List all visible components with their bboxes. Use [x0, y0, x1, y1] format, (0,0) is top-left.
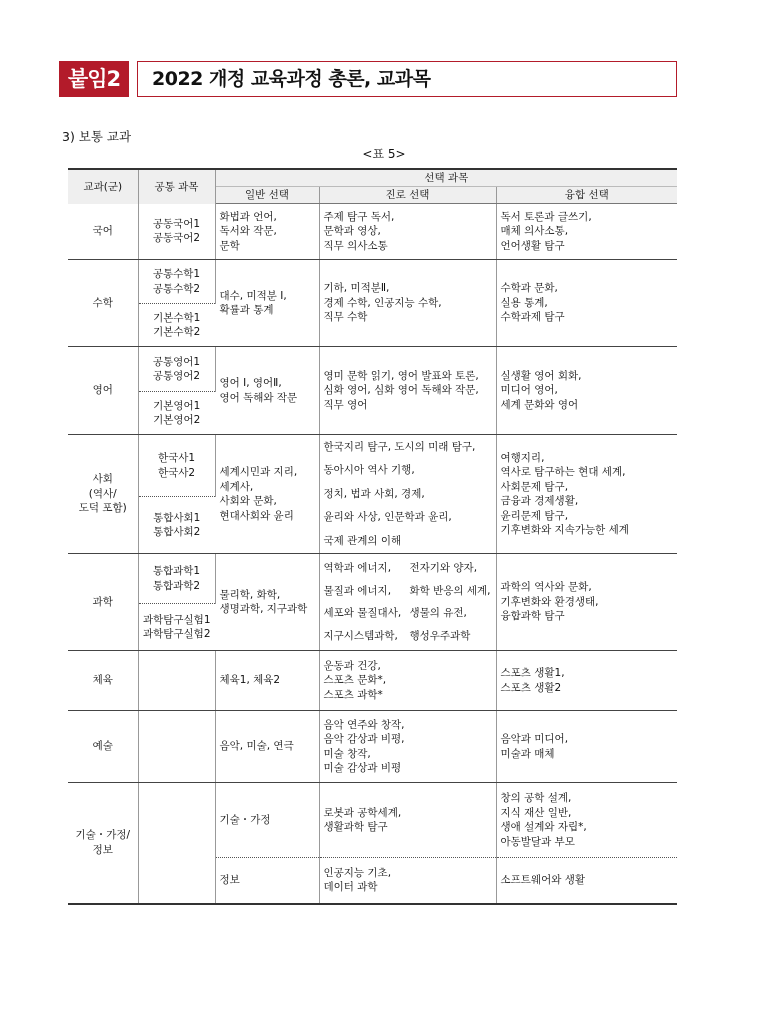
group-math: 수학 [68, 260, 138, 347]
group-pe: 체육 [68, 651, 138, 711]
general-math: 대수, 미적분 Ⅰ, 확률과 통계 [215, 260, 319, 347]
common-science-b: 과학탐구실험1 과학탐구실험2 [138, 604, 215, 651]
curriculum-table [68, 168, 677, 905]
group-science: 과학 [68, 554, 138, 651]
general-english: 영어 Ⅰ, 영어Ⅱ, 영어 독해와 작문 [215, 347, 319, 435]
career-math: 기하, 미적분Ⅱ, 경제 수학, 인공지능 수학, 직무 수학 [319, 260, 496, 347]
general-tech-a: 기술・가정 [215, 783, 319, 858]
general-pe: 체육1, 체육2 [215, 651, 319, 711]
career-korean: 주제 탐구 독서, 문학과 영상, 직무 의사소통 [319, 204, 496, 260]
common-pe [138, 651, 215, 711]
table-caption: <표 5> [362, 147, 406, 161]
career-english: 영미 문학 읽기, 영어 발표와 토론, 심화 영어, 심화 영어 독해와 작문, 직무 영어 [319, 347, 496, 435]
attachment-badge: 붙임2 [59, 61, 129, 97]
header-elective: 선택 과목 [215, 169, 677, 187]
header-subject-group: 교과(군) [68, 169, 138, 204]
career-science-row: 세포와 물질대사, 생물의 유전, [323, 607, 467, 619]
career-pe: 운동과 건강, 스포츠 문화*, 스포츠 과학* [319, 651, 496, 711]
general-arts: 음악, 미술, 연극 [215, 711, 319, 783]
fusion-arts: 음악과 미디어, 미술과 매체 [496, 711, 677, 783]
common-english-a: 공통영어1 공통영어2 [138, 347, 215, 392]
fusion-english: 실생활 영어 회화, 미디어 영어, 세계 문화와 영어 [496, 347, 677, 435]
page-header [59, 61, 677, 97]
fusion-pe: 스포츠 생활1, 스포츠 생활2 [496, 651, 677, 711]
group-korean: 국어 [68, 204, 138, 260]
common-science-a: 통합과학1 통합과학2 [138, 554, 215, 604]
common-tech [138, 783, 215, 904]
header-career: 진로 선택 [319, 187, 496, 204]
career-tech-a: 로봇과 공학세계, 생활과학 탐구 [319, 783, 496, 858]
fusion-science: 과학의 역사와 문화, 기후변화와 환경생태, 융합과학 탐구 [496, 554, 677, 651]
general-korean: 화법과 언어, 독서와 작문, 문학 [215, 204, 319, 260]
common-math-a: 공통수학1 공통수학2 [138, 260, 215, 304]
general-social: 세계시민과 지리, 세계사, 사회와 문화, 현대사회와 윤리 [215, 435, 319, 554]
header-fusion: 융합 선택 [496, 187, 677, 204]
common-math-b: 기본수학1 기본수학2 [138, 304, 215, 347]
common-arts [138, 711, 215, 783]
fusion-social: 여행지리, 역사로 탐구하는 현대 세계, 사회문제 탐구, 금융과 경제생활, 윤리문제 탐구, 기후변화와 지속가능한 세계 [496, 435, 677, 554]
common-korean: 공동국어1 공동국어2 [138, 204, 215, 260]
fusion-tech-b: 소프트웨어와 생활 [496, 858, 677, 904]
career-science-row: 물질과 에너지, 화학 반응의 세계, [323, 584, 491, 597]
group-arts: 예술 [68, 711, 138, 783]
section-title: 3) 보통 교과 [62, 129, 132, 144]
common-social-a: 한국사1 한국사2 [138, 435, 215, 497]
fusion-tech-a: 창의 공학 설계, 지식 재산 일반, 생애 설계와 자립*, 아동발달과 부모 [496, 783, 677, 858]
career-tech-b: 인공지능 기초, 데이터 과학 [319, 858, 496, 904]
fusion-math: 수학과 문화, 실용 통계, 수학과제 탐구 [496, 260, 677, 347]
page-title: 2022 개정 교육과정 총론, 교과목 [152, 68, 431, 90]
title-box [137, 61, 677, 97]
general-science: 물리학, 화학, 생명과학, 지구과학 [215, 554, 319, 651]
career-arts: 음악 연주와 창작, 음악 감상과 비평, 미술 창작, 미술 감상과 비평 [319, 711, 496, 783]
header-general: 일반 선택 [215, 187, 319, 204]
group-english: 영어 [68, 347, 138, 435]
common-social-b: 통합사회1 통합사회2 [138, 497, 215, 554]
general-tech-b: 정보 [215, 858, 319, 904]
group-tech: 기술・가정/정보 [68, 783, 138, 904]
career-science-row: 지구시스템과학, 행성우주과학 [323, 629, 471, 642]
header-common: 공통 과목 [138, 169, 215, 204]
career-science-row: 역학과 에너지, 전자기와 양자, [323, 562, 478, 574]
career-science [319, 554, 496, 651]
career-social: 한국지리 탐구, 도시의 미래 탐구, 동아시아 역사 기행, 정치, 법과 사회, 경제, 윤리와 사상, 인문학과 윤리, 국제 관계의 이해 [319, 435, 496, 554]
group-social: 사회 (역사/ 도덕 포함) [68, 435, 138, 554]
fusion-korean: 독서 토론과 글쓰기, 매체 의사소통, 언어생활 탐구 [496, 204, 677, 260]
common-english-b: 기본영어1 기본영어2 [138, 392, 215, 435]
